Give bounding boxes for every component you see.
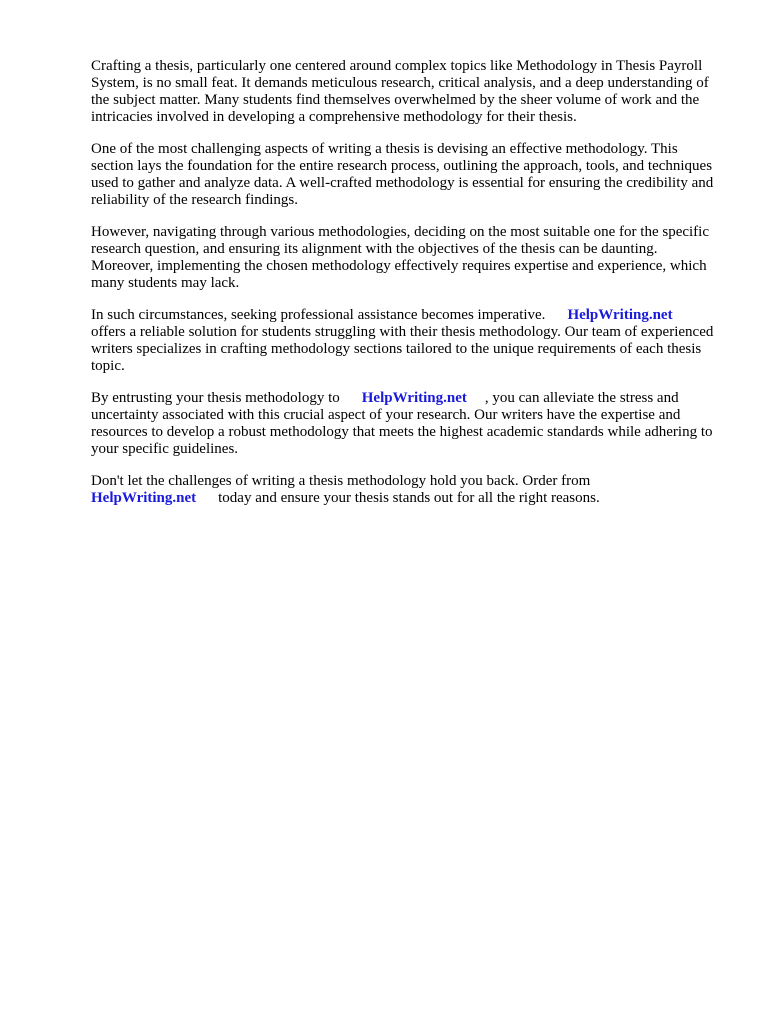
paragraph-navigating-methodologies: However, navigating through various methodologies, deciding on the most suitable one for the specific research question, and ensuring its alignment with the objectives of the thesis can be daunting. Moreover, implementing the chosen methodology effectively requires expertise and experience, which many students may lack. xyxy=(91,224,710,291)
p4-text-before: In such circumstances, seeking professional assistance becomes imperative. xyxy=(91,307,546,323)
paragraph-entrusting xyxy=(91,390,723,458)
p4-text-after: offers a reliable solution for students struggling with their thesis methodology. Our team of experienced writers specializes in crafting methodology sections tailored to the unique requirements of each thesis topic. xyxy=(91,324,714,374)
helpwriting-link[interactable]: HelpWriting.net xyxy=(567,307,673,323)
p5-text-after: , you can alleviate the stress and uncertainty associated with this crucial aspect of your research. Our writers have the expertise and resources to develop a robust methodology that meets the highest academic standards while adhering to your specific guidelines. xyxy=(91,390,713,457)
paragraph-intro: Crafting a thesis, particularly one centered around complex topics like Methodology in Thesis Payroll System, is no small feat. It demands meticulous research, critical analysis, and a deep understanding of the subject matter. Many students find themselves overwhelmed by the sheer volume of work and the intricacies involved in developing a comprehensive methodology for their thesis. xyxy=(91,58,709,125)
paragraph-order-cta xyxy=(91,473,723,507)
helpwriting-link[interactable]: HelpWriting.net xyxy=(361,390,467,406)
paragraph-professional-assistance xyxy=(91,307,723,375)
p6-text-after: today and ensure your thesis stands out for all the right reasons. xyxy=(218,490,600,506)
p6-text-before: Don't let the challenges of writing a thesis methodology hold you back. Order from xyxy=(91,473,591,489)
helpwriting-link[interactable]: HelpWriting.net xyxy=(91,490,197,506)
paragraph-methodology-challenge: One of the most challenging aspects of writing a thesis is devising an effective methodology. This section lays the foundation for the entire research process, outlining the approach, tools, and techniques used to gather and analyze data. A well-crafted methodology is essential for ensuring the credibility and reliability of the research findings. xyxy=(91,141,714,208)
p5-text-before: By entrusting your thesis methodology to xyxy=(91,390,340,406)
document-body xyxy=(91,58,723,522)
